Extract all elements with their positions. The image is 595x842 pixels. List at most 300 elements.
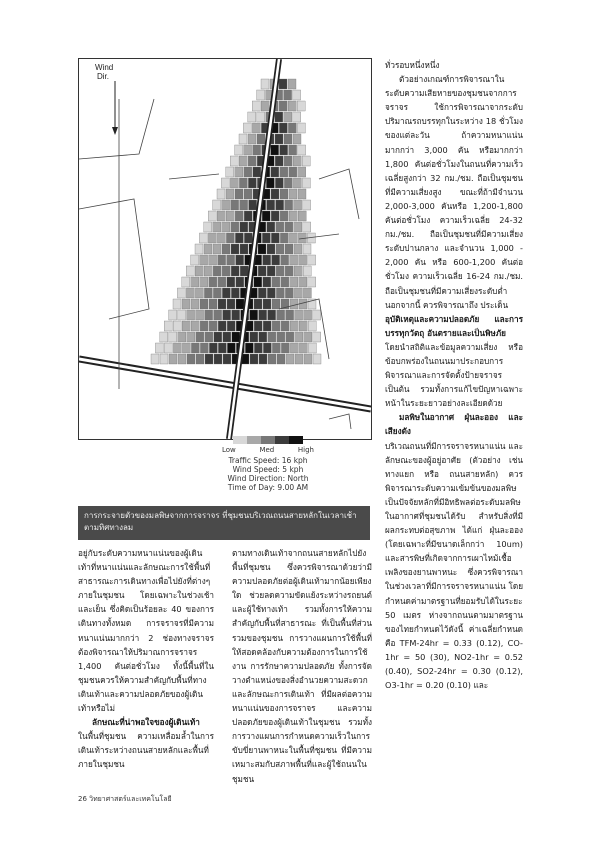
plume-cell — [275, 178, 283, 188]
plume-cell — [235, 167, 243, 177]
plume-cell — [289, 145, 297, 155]
plume-cell — [271, 211, 279, 221]
plume-cell — [205, 310, 213, 320]
plume-cell — [243, 123, 251, 133]
plume-cell — [276, 266, 284, 276]
plume-cell — [272, 343, 280, 353]
plume-cell — [236, 277, 244, 287]
plume-cell — [199, 233, 207, 243]
plume-cell — [304, 332, 312, 342]
plume-cell — [293, 90, 301, 100]
plume-cell — [285, 222, 293, 232]
page-footer: 26 วิทยาศาสตร์และเทคโนโลยี — [78, 795, 172, 803]
bold-paragraph: อุบัติเหตุและความปลอดภัย และการบรรทุกวัตถุ อันตรายและเป็นพิษภัย — [385, 313, 523, 338]
plume-cell — [303, 200, 311, 210]
caption-text: การกระจายตัวของมลพิษจากการจราจร ที่ชุมชนบริเวณถนนสายหลักในเวลาเช้าตามทิศทางลม — [84, 511, 357, 532]
plume-cell — [231, 266, 239, 276]
plume-cell — [267, 266, 275, 276]
plume-cell — [186, 288, 194, 298]
plume-cell — [268, 332, 276, 342]
plume-cell — [178, 332, 186, 342]
plume-cell — [250, 332, 258, 342]
plume-cell — [204, 244, 212, 254]
plume-cell — [285, 288, 293, 298]
plume-cell — [151, 354, 159, 364]
section-heading: มลพิษในอากาศ ฝุ่นละออง และเสียงดัง — [385, 412, 523, 437]
plume-cell — [293, 156, 301, 166]
plume-cell — [261, 101, 269, 111]
legend-color-bar — [188, 436, 348, 444]
plume-cell — [182, 299, 190, 309]
plume-cell — [313, 354, 321, 364]
plume-cell — [289, 233, 297, 243]
plume-cell — [173, 321, 181, 331]
plume-cell — [263, 321, 271, 331]
plume-cell — [214, 332, 222, 342]
plume-cell — [245, 343, 253, 353]
wind-speed: Wind Speed: 5 kph — [232, 465, 304, 474]
plume-cell — [263, 255, 271, 265]
plume-cell — [204, 288, 212, 298]
plume-cell — [289, 211, 297, 221]
plume-cell — [239, 178, 247, 188]
plume-cell — [254, 321, 262, 331]
plume-cell — [259, 332, 267, 342]
plume-cell — [178, 310, 186, 320]
plume-cell — [248, 134, 256, 144]
plume-cell — [276, 200, 284, 210]
plume-cell — [290, 277, 298, 287]
plume-cell — [191, 299, 199, 309]
plume-cell — [235, 211, 243, 221]
plume-cell — [252, 101, 260, 111]
plume-cell — [299, 321, 307, 331]
plume-cell — [200, 321, 208, 331]
plume-cell — [252, 123, 260, 133]
plume-cell — [271, 189, 279, 199]
plume-cell — [277, 354, 285, 364]
plume-cell — [200, 277, 208, 287]
plume-cell — [248, 156, 256, 166]
plume-cell — [227, 321, 235, 331]
plume-cell — [271, 233, 279, 243]
plume-cell — [263, 299, 271, 309]
plume-cell — [226, 167, 234, 177]
plume-cell — [249, 200, 257, 210]
plume-cell — [295, 354, 303, 364]
plume-cell — [191, 255, 199, 265]
plume-cell — [303, 222, 311, 232]
plume-cell — [186, 266, 194, 276]
legend-high: High — [297, 446, 314, 454]
plume-cell — [272, 255, 280, 265]
plume-cell — [222, 288, 230, 298]
plume-cell — [276, 288, 284, 298]
plume-cell — [280, 233, 288, 243]
plume-cell — [221, 178, 229, 188]
plume-cell — [239, 134, 247, 144]
plume-cell — [218, 343, 226, 353]
plume-cell — [223, 354, 231, 364]
legend-med: Med — [259, 446, 275, 454]
plume-cell — [275, 112, 283, 122]
left-column — [78, 546, 214, 772]
plume-cell — [308, 255, 316, 265]
plume-cell — [169, 310, 177, 320]
plume-cell — [213, 200, 221, 210]
legend-swatch-2 — [247, 436, 261, 444]
plume-cell — [236, 255, 244, 265]
plume-cell — [240, 266, 248, 276]
plume-cell — [191, 277, 199, 287]
plume-cell — [280, 145, 288, 155]
plume-cell — [281, 343, 289, 353]
paragraph: บริเวณถนนที่มีการจราจรหนาแน่น และลักษณะของผู้อยู่อาศัย (ตัวอย่าง เช่น ทางแยก หรือ ถนนสายหลัก) ควรพิจารณาระดับความเข้มข้นของมลพิษ เป็นปัจจัยหลักที่มีอิทธิพลต่อระดับมลพิษในอากาศที่ชุมชนได้รับ สำหรับสิ่งที่มีผลกระทบต่อสุขภาพ ได้แก่ ฝุ่นละออง (โดยเฉพาะที่มีขนาดเล็กกว่า 10um) และสารพิษที่เกิดจากการเผาไหม้เชื้อเพลิงของยานพาหนะ ซึ่งควรพิจารณาในช่วงเวลาที่มีการจราจรหนาแน่น โดยกำหนดค่ามาตรฐานที่ยอมรับได้ในระยะ 50 เมตร ห่างจากถนนตามมาตรฐานของไทยกำหนดไว้ดังนี้ ค่าเฉลี่ยกำหนด คือ TFM-24hr = 0.33 (0.12), CO-1hr = 50 (30), NO2-1hr = 0.52 (0.40), SO2-24hr = 0.30 (0.12), O3-1hr = 0.20 (0.10) และ — [385, 440, 523, 691]
plume-cell — [254, 299, 262, 309]
paragraph: ตามทางเดินเท้าจากถนนสายหลักไปยังพื้นที่ชุมชน ซึ่งควรพิจารณาด้วยว่ามีความปลอดภัยต่อผู้เดินเท้ามากน้อยเพียงใด ช่วยลดความขัดแย้งระหว่างรถยนต์และผู้ใช้ทางเท้า รวมทั้งการให้ความสำคัญกับพื้นที่สาธารณะ ที่เป็นพื้นที่ส่วนรวมของชุมชน การวางแผนการใช้พื้นที่ให้สอดคล้องกับความต้องการในการใช้งาน การรักษาความปลอดภัย ทั้งการจัดวางตำแหน่งของสิ่งอำนวยความสะดวกและลักษณะการเดินเท้า ที่มีผลต่อความหนาแน่นของการจราจร และความปลอดภัยของผู้เดินเท้าในชุมชน รวมทั้งการวางแผนการกำหนดความเร็วในการขับขี่ยานพาหนะในพื้นที่ชุมชน ที่มีความเหมาะสมกับสภาพพื้นที่และผู้ใช้ถนนในชุมชน — [232, 548, 372, 784]
plume-cell — [244, 167, 252, 177]
plume-cell — [288, 101, 296, 111]
plume-cell — [222, 266, 230, 276]
plume-cell — [279, 101, 287, 111]
plume-cell — [286, 310, 294, 320]
plume-cell — [257, 90, 265, 100]
plume-cell — [182, 321, 190, 331]
plume-cell — [226, 211, 234, 221]
plume-cell — [289, 189, 297, 199]
plume-cell — [230, 178, 238, 188]
plume-cell — [257, 112, 265, 122]
plume-cell — [304, 310, 312, 320]
plume-cell — [195, 244, 203, 254]
plume-cell — [235, 189, 243, 199]
plume-cell — [218, 321, 226, 331]
plume-cell — [213, 266, 221, 276]
plume-cell — [191, 343, 199, 353]
plume-cell — [227, 255, 235, 265]
plume-cell — [299, 277, 307, 287]
legend-swatch-1 — [233, 436, 247, 444]
plume-cell — [294, 288, 302, 298]
time-of-day: Time of Day: 9.00 AM — [227, 483, 309, 492]
plume-cell — [281, 255, 289, 265]
plume-cell — [285, 200, 293, 210]
plume-cell — [299, 343, 307, 353]
plume-cell — [164, 343, 172, 353]
plume-cell — [272, 299, 280, 309]
plume-cell — [218, 299, 226, 309]
plume-cell — [227, 277, 235, 287]
plume-cell — [248, 178, 256, 188]
plume-cell — [230, 156, 238, 166]
plume-cell — [227, 343, 235, 353]
plume-cell — [217, 233, 225, 243]
plume-cell — [217, 211, 225, 221]
plume-cell — [262, 233, 270, 243]
plume-cell — [253, 145, 261, 155]
plume-cell — [250, 354, 258, 364]
plume-cell — [217, 189, 225, 199]
plume-cell — [258, 288, 266, 298]
plume-cell — [276, 222, 284, 232]
legend-info — [188, 456, 348, 492]
plume-cell — [290, 255, 298, 265]
plume-cell — [302, 156, 310, 166]
plume-cell — [182, 343, 190, 353]
plume-cell — [187, 354, 195, 364]
plume-cell — [275, 134, 283, 144]
plume-cell — [204, 222, 212, 232]
paragraph: ทั่วรอบหนึ่งหนึ่ง — [385, 60, 440, 70]
plume-cell — [279, 123, 287, 133]
plume-cell — [195, 266, 203, 276]
plume-cell — [195, 288, 203, 298]
plume-cell — [182, 277, 190, 287]
plume-cell — [267, 222, 275, 232]
plume-cell — [236, 299, 244, 309]
plume-cell — [286, 332, 294, 342]
wind-direction: Wind Direction: North — [227, 474, 309, 483]
plume-cell — [200, 255, 208, 265]
plume-cell — [263, 277, 271, 287]
plume-cell — [294, 244, 302, 254]
plume-cell — [258, 266, 266, 276]
plume-cell — [222, 244, 230, 254]
plume-cell — [209, 321, 217, 331]
plume-cell — [232, 332, 240, 342]
plume-cell — [204, 266, 212, 276]
plume-cell — [222, 222, 230, 232]
plume-cell — [268, 310, 276, 320]
plume-cell — [196, 332, 204, 342]
plume-cell — [277, 332, 285, 342]
plume-cell — [275, 156, 283, 166]
plume-cell — [303, 244, 311, 254]
plume-cell — [293, 134, 301, 144]
legend-swatch-5 — [289, 436, 303, 444]
plume-cell — [284, 156, 292, 166]
plume-cell — [178, 354, 186, 364]
plume-cell — [213, 222, 221, 232]
plume-cell — [285, 244, 293, 254]
plume-cell — [259, 310, 267, 320]
plume-cell — [298, 167, 306, 177]
plume-cell — [240, 222, 248, 232]
pollution-dispersion-map — [78, 58, 372, 440]
plume-cell — [239, 156, 247, 166]
plume-cell — [231, 288, 239, 298]
plume-cell — [218, 255, 226, 265]
plume-cell — [235, 233, 243, 243]
right-column — [385, 58, 523, 692]
plume-cell — [250, 310, 258, 320]
plume-cell — [298, 211, 306, 221]
plume-cell — [240, 200, 248, 210]
plume-cell — [298, 145, 306, 155]
plume-cell — [280, 167, 288, 177]
plume-cell — [173, 343, 181, 353]
plume-cell — [209, 277, 217, 287]
plume-cell — [297, 101, 305, 111]
plume-cell — [214, 310, 222, 320]
plume-cell — [261, 79, 269, 89]
plume-cell — [169, 354, 177, 364]
plume-cell — [290, 321, 298, 331]
plume-cell — [209, 255, 217, 265]
plume-cell — [267, 244, 275, 254]
plume-cell — [208, 233, 216, 243]
plume-cell — [196, 354, 204, 364]
plume-cell — [254, 277, 262, 287]
paragraph: โดยนำสถิติและข้อมูลความเสี่ยง หรือข้อบกพร่องในถนนมาประกอบการพิจารณาและการจัดตั้งป้ายจราจร เป็นต้น รวมทั้งการแก้ไขปัญหาเฉพาะหน้าในระยะยาวอย่างละเอียดด้วย — [385, 341, 523, 409]
plume-cell — [208, 211, 216, 221]
plume-cell — [268, 354, 276, 364]
plume-cell — [284, 134, 292, 144]
plume-cell — [213, 244, 221, 254]
plume-cell — [294, 222, 302, 232]
plume-cell — [223, 332, 231, 342]
plume-cell — [280, 211, 288, 221]
plume-cell — [223, 310, 231, 320]
plume-cell — [281, 321, 289, 331]
plume-cell — [177, 288, 185, 298]
plume-cell — [231, 200, 239, 210]
plume-cell — [281, 277, 289, 287]
plume-cell — [227, 299, 235, 309]
plume-cell — [304, 354, 312, 364]
plume-cell — [288, 79, 296, 89]
plume-cell — [266, 178, 274, 188]
wind-label-line2: Dir. — [97, 72, 109, 81]
plume-cell — [254, 343, 262, 353]
plume-cell — [279, 79, 287, 89]
plume-cell — [285, 266, 293, 276]
plume-cell — [155, 343, 163, 353]
plume-cell — [248, 112, 256, 122]
plume-cell — [293, 112, 301, 122]
plume-cell — [288, 123, 296, 133]
plume-cell — [313, 332, 321, 342]
paragraph: ตัวอย่างเกณฑ์การพิจารณาในระดับความเสียหายของชุมชนจากการจราจร ใช้การพิจารณาจากระดับปริมาณรถบรรทุกในระหว่าง 18 ชั่วโมงของแต่ละวัน ถ้าความหนาแน่นมากกว่า 3,000 คัน หรือมากกว่า 1,800 คันต่อชั่วโมงในถนนที่ความเร็วเฉลี่ยสูงกว่า 32 กม./ชม. ถือเป็นชุมชนที่มีความเสี่ยงสูง ขณะที่ถ้ามีจำนวน 2,000-3,000 คันหรือ 1,200-1,800 คันต่อชั่วโมง ความเร็วเฉลี่ย 24-32 กม./ชม. ถือเป็นชุมชนที่มีความเสี่ยงระดับปานกลาง และจำนวน 1,000 - 2,000 คัน หรือ 600-1,200 คันต่อชั่วโมง ความเร็วเฉลี่ย 16-24 กม./ชม. ถือเป็นชุมชนที่มีความเสี่ยงระดับต่ำ นอกจากนี้ ควรพิจารณาถึง ประเด็น — [385, 74, 523, 310]
plume-cell — [280, 189, 288, 199]
plume-cell — [191, 321, 199, 331]
wind-label-line1: Wind — [95, 63, 114, 72]
plume-cell — [231, 222, 239, 232]
plume-cell — [200, 343, 208, 353]
plume-cell — [262, 211, 270, 221]
plume-cell — [222, 200, 230, 210]
plume-cell — [244, 233, 252, 243]
plume-cell — [205, 354, 213, 364]
plume-cell — [214, 354, 222, 364]
plume-cell — [258, 244, 266, 254]
plume-cell — [290, 343, 298, 353]
plume-cell — [218, 277, 226, 287]
plume-cell — [294, 200, 302, 210]
legend-low: Low — [222, 446, 236, 454]
plume-cell — [187, 332, 195, 342]
figure-caption — [78, 506, 370, 540]
section-heading: ลักษณะที่น่าพอใจของผู้เดินเท้า — [92, 717, 200, 728]
plume-cell — [209, 299, 217, 309]
paragraph: อยู่กับระดับความหนาแน่นของผู้เดินเท้าที่หนาแน่นและลักษณะการใช้พื้นที่สาธารณะการเดินทางเพื่อไปยังที่ต่างๆ ภายในชุมชน โดยเฉพาะในช่วงเช้าและเย็น ซึ่งคิดเป็นร้อยละ 40 ของการเดินทางทั้งหมด การจราจรที่มีความหนาแน่นมากกว่า 2 ช่องทางจราจร ต้องพิจารณาให้ปริมาณการจราจร 1,400 คันต่อชั่วโมง ทั้งนี้พื้นที่ในชุมชนควรให้ความสำคัญกับพื้นที่ทางเดินเท้าและความปลอดภัยของผู้เดินเท้าหรือไม่ — [78, 548, 214, 714]
plume-cell — [244, 189, 252, 199]
paragraph: ในพื้นที่ชุมชน ความเหลื่อมล้ำในการเดินเท้าระหว่างถนนสายหลักและพื้นที่ภายในชุมชน — [78, 731, 214, 770]
plume-cell — [272, 321, 280, 331]
plume-cell — [235, 145, 243, 155]
plume-cell — [284, 90, 292, 100]
plume-cell — [169, 332, 177, 342]
plume-cell — [293, 178, 301, 188]
plume-cell — [302, 178, 310, 188]
plume-cell — [308, 321, 316, 331]
plume-cell — [313, 310, 321, 320]
plume-cell — [284, 178, 292, 188]
plume-cell — [286, 354, 294, 364]
plume-cell — [290, 299, 298, 309]
traffic-speed: Traffic Speed: 16 kph — [228, 456, 308, 465]
plume-cell — [276, 244, 284, 254]
plume-cell — [173, 299, 181, 309]
plume-cell — [187, 310, 195, 320]
plume-cell — [271, 167, 279, 177]
plume-cell — [272, 277, 280, 287]
plume-cell — [253, 167, 261, 177]
plume-cell — [267, 288, 275, 298]
plume-cell — [299, 255, 307, 265]
plume-cell — [232, 310, 240, 320]
plume-cell — [257, 134, 265, 144]
plume-cell — [244, 211, 252, 221]
plume-cell — [303, 266, 311, 276]
plume-cell — [226, 189, 234, 199]
plume-cell — [205, 332, 213, 342]
legend-swatch-4 — [275, 436, 289, 444]
plume-cell — [160, 354, 168, 364]
plume-cell — [196, 310, 204, 320]
plume-cell — [267, 200, 275, 210]
plume-cell — [263, 343, 271, 353]
plume-cell — [289, 167, 297, 177]
plume-cell — [226, 233, 234, 243]
plume-cell — [294, 266, 302, 276]
plume-cell — [200, 299, 208, 309]
map-legend — [188, 434, 348, 492]
plume-cell — [297, 123, 305, 133]
plume-cell — [295, 310, 303, 320]
plume-cell — [277, 310, 285, 320]
plume-cell — [244, 145, 252, 155]
plume-cell — [259, 354, 267, 364]
legend-swatch-3 — [261, 436, 275, 444]
plume-cell — [298, 189, 306, 199]
plume-cell — [284, 112, 292, 122]
plume-cell — [160, 332, 168, 342]
plume-cell — [213, 288, 221, 298]
plume-cell — [271, 145, 279, 155]
legend-labels — [222, 446, 314, 454]
figure-pollution-map — [78, 58, 370, 498]
plume-cell — [295, 332, 303, 342]
plume-cell — [164, 321, 172, 331]
plume-cell — [308, 277, 316, 287]
plume-cell — [240, 244, 248, 254]
plume-cell — [209, 343, 217, 353]
plume-cell — [308, 343, 316, 353]
plume-cell — [231, 244, 239, 254]
plume-cell — [303, 288, 311, 298]
middle-column — [232, 546, 372, 786]
